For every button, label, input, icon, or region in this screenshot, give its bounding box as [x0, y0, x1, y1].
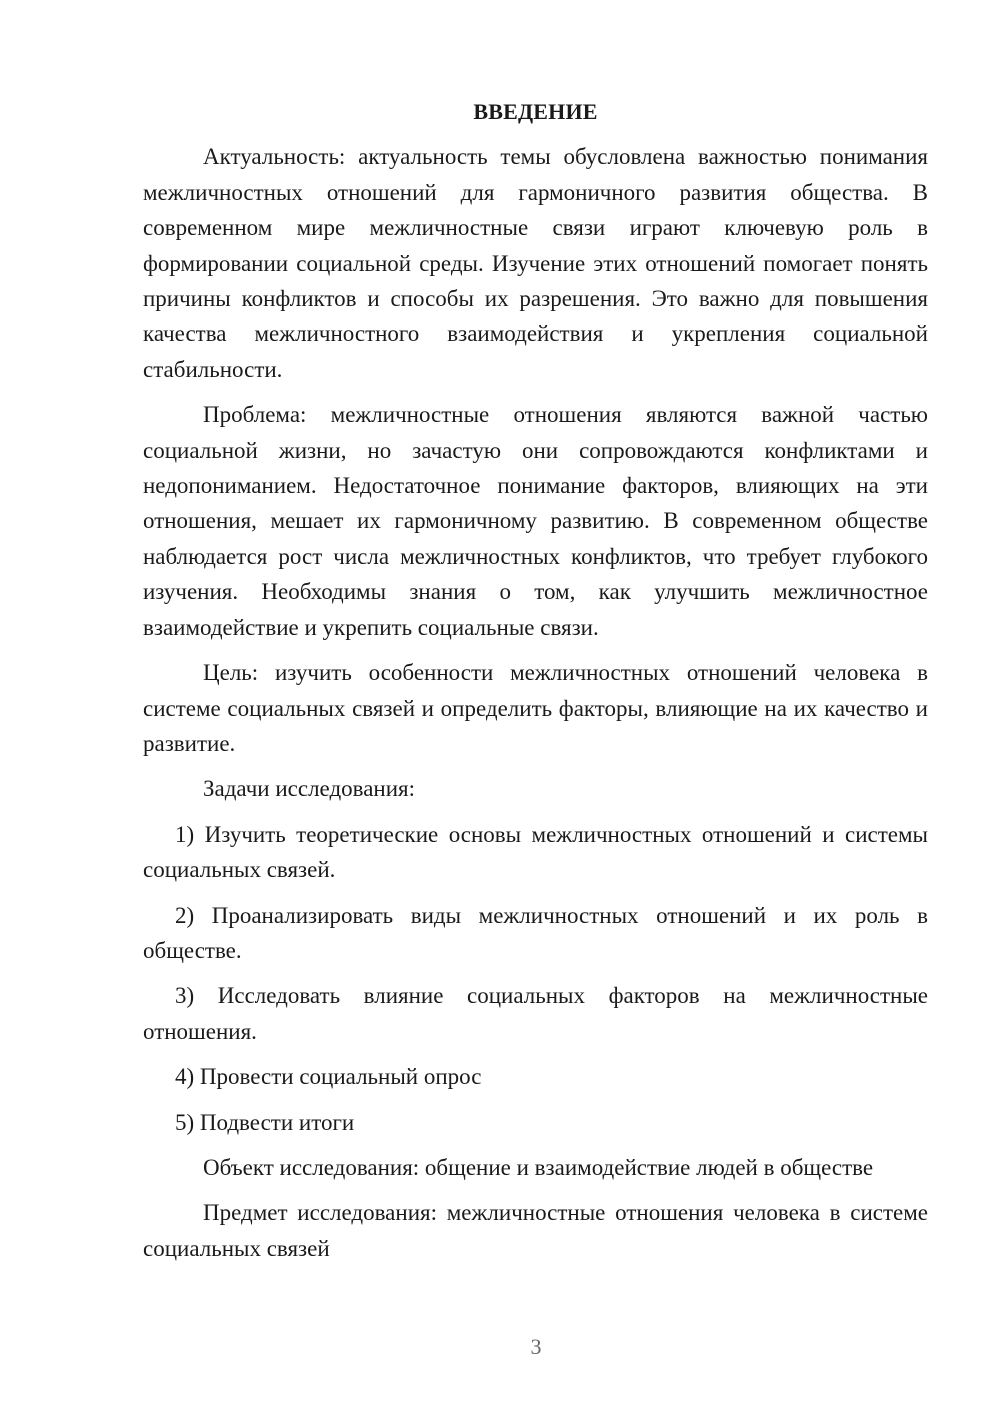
task-item-3: 3) Исследовать влияние социальных факторов на межличностные отношения.: [143, 983, 928, 1044]
task-item-1: 1) Изучить теоретические основы межличностных отношений и системы социальных связей.: [143, 821, 928, 883]
task-item-2: 2) Проанализировать виды межличностных отношений и их роль в обществе.: [143, 902, 928, 963]
section-title: ВВЕДЕНИЕ: [473, 99, 598, 124]
paragraph-subject: Предмет исследования: межличностные отношения человека в системе социальных связей: [143, 1200, 928, 1261]
tasks-heading: Задачи исследования:: [203, 776, 416, 802]
task-item-4: 4) Провести социальный опрос: [175, 1064, 482, 1090]
task-item-5: 5) Подвести итоги: [175, 1109, 355, 1135]
paragraph-problem: Проблема: межличностные отношения являются важной частью социальной жизни, но зачастую они сопровождаются конфликтами и недопониманием. Недостаточное понимание факторов, влияющих на эти отношения, мешает их гармоничному развитию. В современном обществе наблюдается рост числа межличностных конфликтов, что требует глубокого изучения. Необходимы знания о том, как улучшить межличностное взаимодействие и укрепить социальные связи.: [143, 402, 928, 640]
document-page: [143, 94, 928, 1276]
paragraph-object: Объект исследования: общение и взаимодействие людей в обществе: [203, 1154, 874, 1180]
page-number: 3: [530, 1334, 542, 1359]
paragraph-goal: Цель: изучить особенности межличностных отношений человека в системе социальных связей и определить факторы, влияющие на их качество и развитие.: [143, 660, 928, 756]
paragraph-relevance: Актуальность: актуальность темы обусловлена важностью понимания межличностных отношений для гармоничного развития общества. В современном мире межличностные связи играют ключевую роль в формировании социальной среды. Изучение этих отношений помогает понять причины конфликтов и способы их разрешения. Это важно для повышения качества межличностного взаимодействия и укрепления социальной стабильности.: [143, 144, 928, 382]
